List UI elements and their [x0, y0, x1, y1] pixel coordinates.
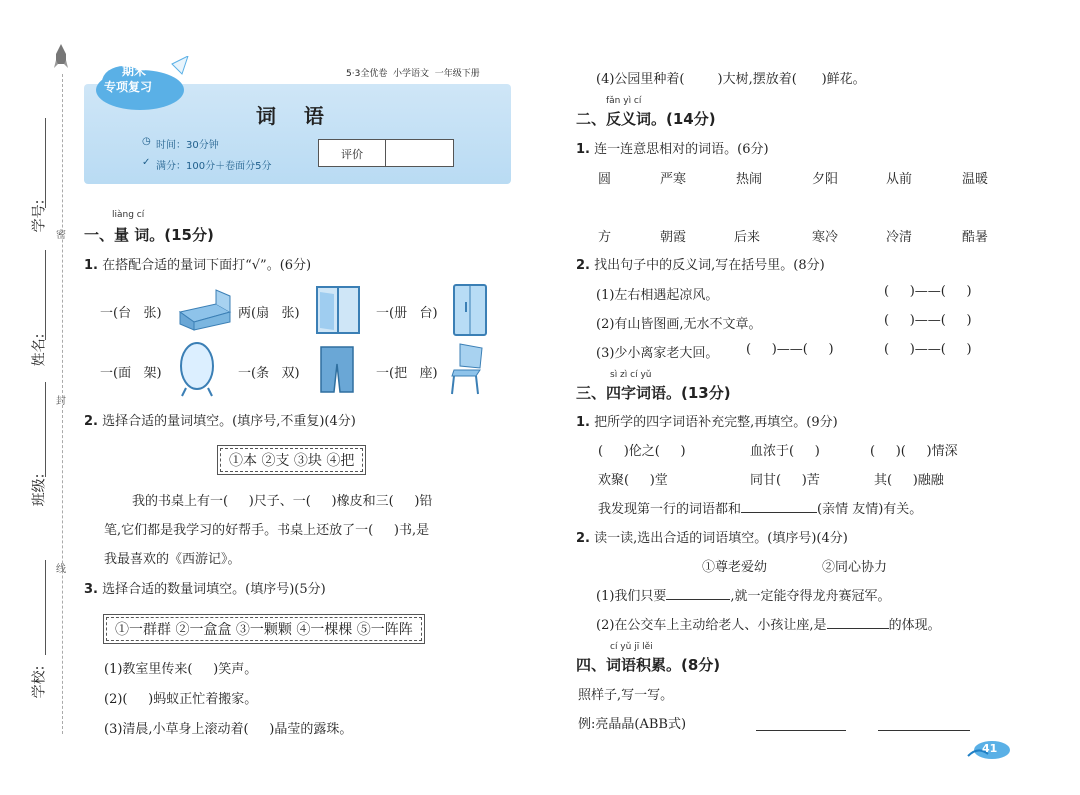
- eval-label: 评价: [341, 148, 363, 161]
- eval-box[interactable]: [318, 139, 454, 167]
- series-info: 5·3全优卷 小学语文 一年级下册: [346, 69, 480, 79]
- idiom-r2-3[interactable]: 其( )融融: [874, 473, 944, 488]
- time-info: 时间：30分钟: [156, 140, 219, 151]
- s1-pinyin: liàng cí: [112, 210, 145, 220]
- idiom-r1-2[interactable]: 血浓于( ): [750, 444, 820, 459]
- s2-q2-l1-answer[interactable]: ( )——( ): [884, 284, 972, 299]
- antonym-top-3[interactable]: 热闹: [736, 172, 763, 187]
- antonym-top-5[interactable]: 从前: [886, 172, 913, 187]
- s1-q1: 1. 在搭配合适的量词下面打“√”。(6分): [84, 258, 312, 273]
- s1-q2-p3: 我最喜欢的《西游记》。: [104, 552, 241, 567]
- s4-l2: 例:亮晶晶(ABB式): [578, 717, 687, 732]
- s3-q2-l2-blank[interactable]: [827, 628, 889, 629]
- s1-q3-l1[interactable]: (1)教室里传来( )笑声。: [104, 662, 258, 677]
- measure-item-5[interactable]: 一(条 双): [238, 366, 300, 381]
- antonym-bottom-6[interactable]: 酷暑: [962, 230, 989, 245]
- antonym-bottom-2[interactable]: 朝霞: [660, 230, 687, 245]
- s3-q1: 1. 把所学的四字词语补充完整,再填空。(9分): [576, 415, 838, 430]
- s3-q2: 2. 读一读,选出合适的词语填空。(填序号)(4分): [576, 531, 848, 546]
- s3-q2-l2: (2)在公交车上主动给老人、小孩让座,是 的体现。: [596, 618, 941, 633]
- antonym-top-6[interactable]: 温暖: [962, 172, 989, 187]
- antonym-bottom-4[interactable]: 寒冷: [812, 230, 839, 245]
- pants-icon: [318, 344, 356, 396]
- fridge-icon: [450, 282, 490, 338]
- chair-icon: [448, 340, 488, 396]
- measure-item-3[interactable]: 一(册 台): [376, 306, 438, 321]
- student-number-line: [45, 118, 46, 208]
- class-label: 班级:: [31, 473, 48, 507]
- s1-heading: 一、量 词。(15分): [84, 226, 214, 244]
- s2-heading: 二、反义词。(14分): [576, 110, 716, 128]
- idiom-r2-1[interactable]: 欢聚( )堂: [598, 473, 668, 488]
- student-number-label: 学号:: [31, 199, 48, 233]
- badge-line2: 专项复习: [104, 80, 153, 94]
- s3-pinyin: sì zì cí yǔ: [610, 370, 652, 380]
- antonym-top-4[interactable]: 夕阳: [812, 172, 839, 187]
- antonym-bottom-5[interactable]: 冷清: [886, 230, 913, 245]
- s1-q3-options: ①一群群 ②一盒盒 ③一颗颗 ④一棵棵 ⑤一阵阵: [106, 617, 422, 641]
- bed-icon: [176, 286, 232, 332]
- s1-q3-l3[interactable]: (3)清晨,小草身上滚动着( )晶莹的露珠。: [104, 722, 353, 737]
- school-label: 学校:: [31, 665, 48, 699]
- idiom-r1-1[interactable]: ( )伦之( ): [598, 444, 686, 459]
- page-title: 词 语: [256, 104, 324, 128]
- s1-q2-options: ①本 ②支 ③块 ④把: [220, 448, 363, 472]
- s1-q2-text: 选择合适的量词填空。(填序号,不重复)(4分): [102, 414, 356, 429]
- measure-item-1[interactable]: 一(台 张): [100, 306, 162, 321]
- s1-q2: 2. 选择合适的量词填空。(填序号,不重复)(4分): [84, 414, 356, 429]
- s1-q3-text: 选择合适的数量词填空。(填序号)(5分): [102, 582, 326, 597]
- s3-q2-opt2: ②同心协力: [822, 560, 888, 575]
- s3-heading: 三、四字词语。(13分): [576, 384, 731, 402]
- s2-q2-l3-answer-2[interactable]: ( )——( ): [884, 342, 972, 357]
- s2-q2-l3: (3)少小离家老大回。: [596, 346, 719, 361]
- s1-q2-p1[interactable]: 我的书桌上有一( )尺子、一( )橡皮和三( )铅: [132, 494, 433, 509]
- s1-q3-l2[interactable]: (2)( )蚂蚁正忙着搬家。: [104, 692, 258, 707]
- class-line[interactable]: [45, 382, 46, 477]
- idiom-r2-2[interactable]: 同甘( )苦: [750, 473, 820, 488]
- measure-item-2[interactable]: 两(扇 张): [238, 306, 300, 321]
- s1-q3: 3. 选择合适的数量词填空。(填序号)(5分): [84, 582, 326, 597]
- s2-q1: 1. 连一连意思相对的词语。(6分): [576, 142, 769, 157]
- measure-item-4[interactable]: 一(面 架): [100, 366, 162, 381]
- s4-pinyin: cí yǔ jī lěi: [610, 642, 653, 652]
- s2-q2-l1: (1)左右相遇起凉风。: [596, 288, 719, 303]
- s1-q1-text: 在搭配合适的量词下面打“√”。(6分): [102, 258, 312, 273]
- s4-answer-line-1[interactable]: [756, 730, 846, 731]
- s4-l1: 照样子,写一写。: [578, 688, 674, 703]
- s4-answer-line-2[interactable]: [878, 730, 970, 731]
- s3-q2-opt1: ①尊老爱幼: [702, 560, 768, 575]
- mirror-icon: [176, 340, 218, 398]
- cut-mark-3: 线: [56, 564, 66, 575]
- s2-pinyin: fǎn yì cí: [606, 96, 642, 106]
- antonym-bottom-3[interactable]: 后来: [734, 230, 761, 245]
- antonym-top-2[interactable]: 严寒: [660, 172, 687, 187]
- badge-line1: 期末: [122, 64, 147, 78]
- s3-q2-l1-blank[interactable]: [666, 599, 730, 600]
- name-line[interactable]: [45, 250, 46, 340]
- s3-q2-l1: (1)我们只要 ,就一定能夺得龙舟赛冠军。: [596, 589, 891, 604]
- idiom-r1-3[interactable]: ( )( )情深: [870, 444, 958, 459]
- rocket-icon: [54, 44, 68, 70]
- antonym-bottom-1[interactable]: 方: [598, 230, 612, 245]
- page-number: 41: [982, 742, 998, 755]
- s2-q2: 2. 找出句子中的反义词,写在括号里。(8分): [576, 258, 825, 273]
- s2-q2-l2: (2)有山皆图画,无水不文章。: [596, 317, 762, 332]
- clock-icon: ◷: [142, 136, 151, 147]
- binding-margin: [0, 0, 80, 795]
- cut-mark-2: 封: [56, 396, 66, 407]
- name-label: 姓名:: [31, 333, 48, 367]
- s2-q2-l3-answer-1[interactable]: ( )——( ): [746, 342, 834, 357]
- check-icon: ✓: [142, 157, 151, 168]
- s4-heading: 四、词语积累。(8分): [576, 656, 721, 674]
- s3-q1-r3: 我发现第一行的词语都和 (亲情 友情)有关。: [598, 502, 923, 517]
- antonym-top-1[interactable]: 圆: [598, 172, 612, 187]
- score-info: 满分：100分＋卷面分5分: [156, 161, 272, 172]
- s3-q1-r3-blank[interactable]: [741, 512, 817, 513]
- window-icon: [314, 284, 362, 336]
- s1-q2-p2[interactable]: 笔,它们都是我学习的好帮手。书桌上还放了一( )书,是: [104, 523, 430, 538]
- school-line[interactable]: [45, 560, 46, 655]
- header-banner: [84, 64, 511, 184]
- s1-q3-l4[interactable]: (4)公园里种着( )大树,摆放着( )鲜花。: [596, 72, 866, 87]
- measure-item-6[interactable]: 一(把 座): [376, 366, 438, 381]
- s2-q2-l2-answer[interactable]: ( )——( ): [884, 313, 972, 328]
- cut-mark-1: 密: [56, 230, 66, 241]
